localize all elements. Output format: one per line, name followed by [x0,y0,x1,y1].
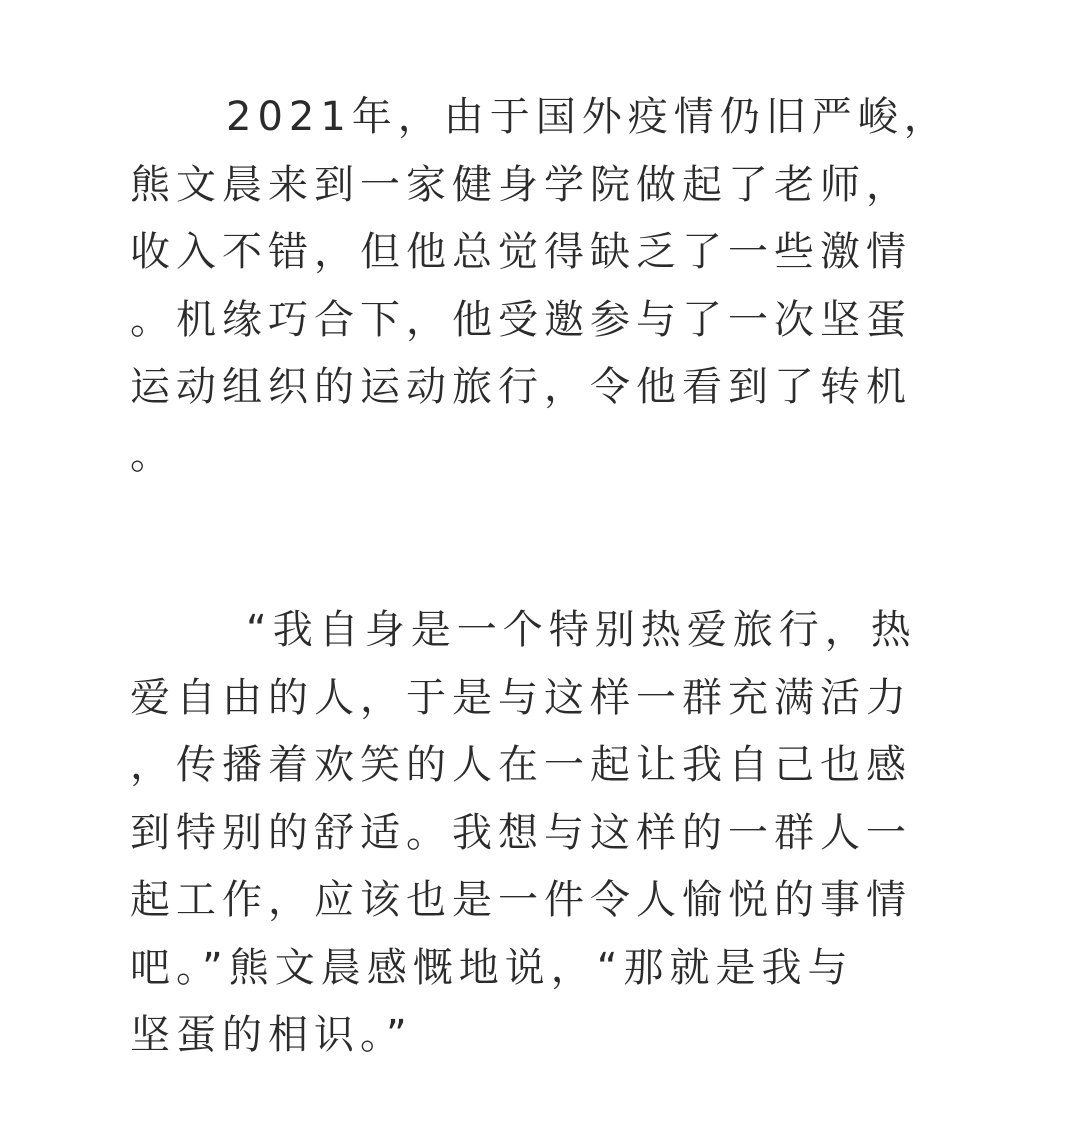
paragraph-1-line: 2021年，由于国外疫情仍旧严峻， [226,94,950,140]
paragraph-2-line: “我自身是一个特别热爱旅行，热 [246,607,917,653]
paragraph-1-line: 。 [130,431,176,478]
paragraph-2-line: 爱自由的人，于是与这样一群充满活力 [130,674,912,721]
paragraph-1-line: 收入不错，但他总觉得缺乏了一些激情 [130,229,912,275]
paragraph-2-line: 坚蛋的相识。” [130,1012,413,1058]
paragraph-1 [130,84,964,489]
paragraph-1-line: 熊文晨来到一家健身学院做起了老师， [130,161,912,208]
paragraph-2-line: 吧。”熊文晨感慨地说，“那就是我与 [130,944,854,991]
paragraph-2-line: 起工作，应该也是一件令人愉悦的事情 [130,877,912,923]
paragraph-2-line: 到特别的舒适。我想与这样的一群人一 [130,809,912,856]
paragraph-1-line: 。机缘巧合下，他受邀参与了一次坚蛋 [130,296,912,343]
paragraph-2 [130,597,964,1070]
paragraph-1-line: 运动组织的运动旅行，令他看到了转机 [130,364,912,410]
paragraph-2-line: ，传播着欢笑的人在一起让我自己也感 [130,742,912,788]
